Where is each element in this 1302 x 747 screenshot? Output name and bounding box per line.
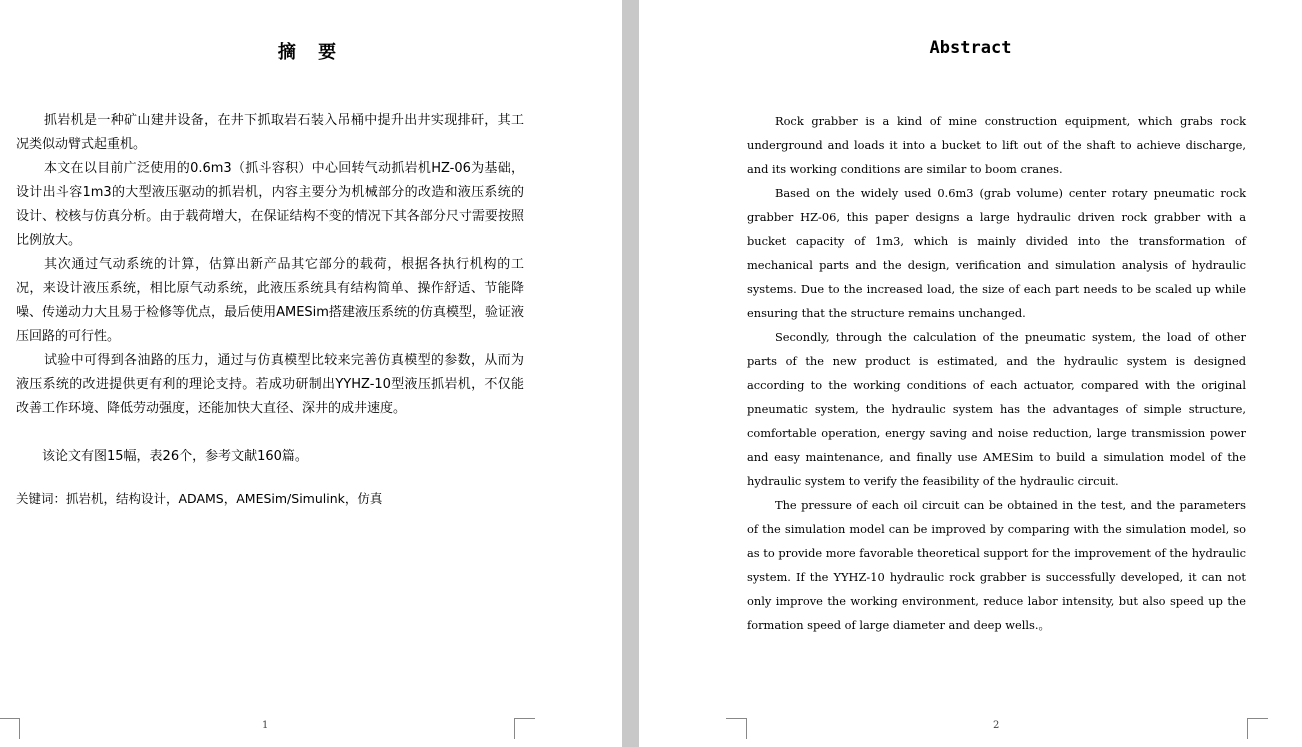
- page-corner-mark: [1247, 718, 1268, 739]
- en-paragraph: The pressure of each oil circuit can be obtained in the test, and the parameters of the simulation model can be improved by comparing with the simulation model, so as to provide more favorable theoretical support for the improvement of the hydraulic system. If the YYHZ-10 hydraulic rock grabber is successfully developed, it can not only improve the working environment, reduce labor intensity, but also speed up the formation speed of large diameter and deep wells.。: [747, 498, 1246, 632]
- page-gutter: [622, 0, 639, 747]
- abstract-body-zh: [16, 109, 524, 421]
- page-corner-mark: [0, 718, 20, 739]
- en-paragraph: Rock grabber is a kind of mine construction equipment, which grabs rock underground and loads it into a bucket to lift out of the shaft to achieve discharge, and its working conditions are similar to boom cranes.: [747, 114, 1246, 176]
- zh-paragraph: 其次通过气动系统的计算，估算出新产品其它部分的载荷，根据各执行机构的工况，来设计液压系统，相比原气动系统，此液压系统具有结构简单、操作舒适、节能降噪、传递动力大且易于检修等优点，最后使用AMESim搭建液压系统的仿真模型，验证液压回路的可行性。: [16, 257, 524, 344]
- zh-paragraph: 本文在以目前广泛使用的0.6m3（抓斗容积）中心回转气动抓岩机HZ-06为基础，设计出斗容1m3的大型液压驱动的抓岩机，内容主要分为机械部分的改造和液压系统的设计、校核与仿真分析。由于载荷增大，在保证结构不变的情况下其各部分尺寸需要按照比例放大。: [16, 161, 524, 248]
- abstract-body-en: [747, 109, 1246, 637]
- en-paragraph: Secondly, through the calculation of the pneumatic system, the load of other parts of the new product is estimated, and the hydraulic system is designed according to the working conditions of each actuator, compared with the original pneumatic system, the hydraulic system has the advantages of simple structure, comfortable operation, energy saving and noise reduction, large transmission power and easy maintenance, and finally use AMESim to build a simulation model of the hydraulic system to verify the feasibility of the hydraulic circuit.: [747, 330, 1246, 488]
- document-page-2: [639, 0, 1302, 747]
- page-corner-mark: [514, 718, 535, 739]
- zh-paragraph: 抓岩机是一种矿山建井设备，在井下抓取岩石装入吊桶中提升出井实现排矸，其工况类似动臂式起重机。: [16, 113, 524, 152]
- page-number: 2: [993, 720, 1000, 731]
- abstract-title-en: Abstract: [929, 38, 1012, 58]
- abstract-title-zh: 摘 要: [277, 42, 345, 63]
- keywords-zh: 关键词：抓岩机，结构设计，ADAMS，AMESim/Simulink，仿真: [16, 491, 383, 506]
- zh-paragraph: 试验中可得到各油路的压力，通过与仿真模型比较来完善仿真模型的参数，从而为液压系统的改进提供更有利的理论支持。若成功研制出YYHZ-10型液压抓岩机，不仅能改善工作环境、降低劳动强度，还能加快大直径、深井的成井速度。: [16, 353, 524, 416]
- page-number: 1: [262, 720, 269, 731]
- en-paragraph: Based on the widely used 0.6m3 (grab volume) center rotary pneumatic rock grabber HZ-06, this paper designs a large hydraulic driven rock grabber with a bucket capacity of 1m3, which is mainly divided into the transformation of mechanical parts and the design, verification and simulation analysis of hydraulic systems. Due to the increased load, the size of each part needs to be scaled up while ensuring that the structure remains unchanged.: [747, 186, 1246, 320]
- document-page-1: [0, 0, 622, 747]
- page-corner-mark: [726, 718, 747, 739]
- thesis-stats: 该论文有图15幅，表26个，参考文献160篇。: [42, 449, 308, 464]
